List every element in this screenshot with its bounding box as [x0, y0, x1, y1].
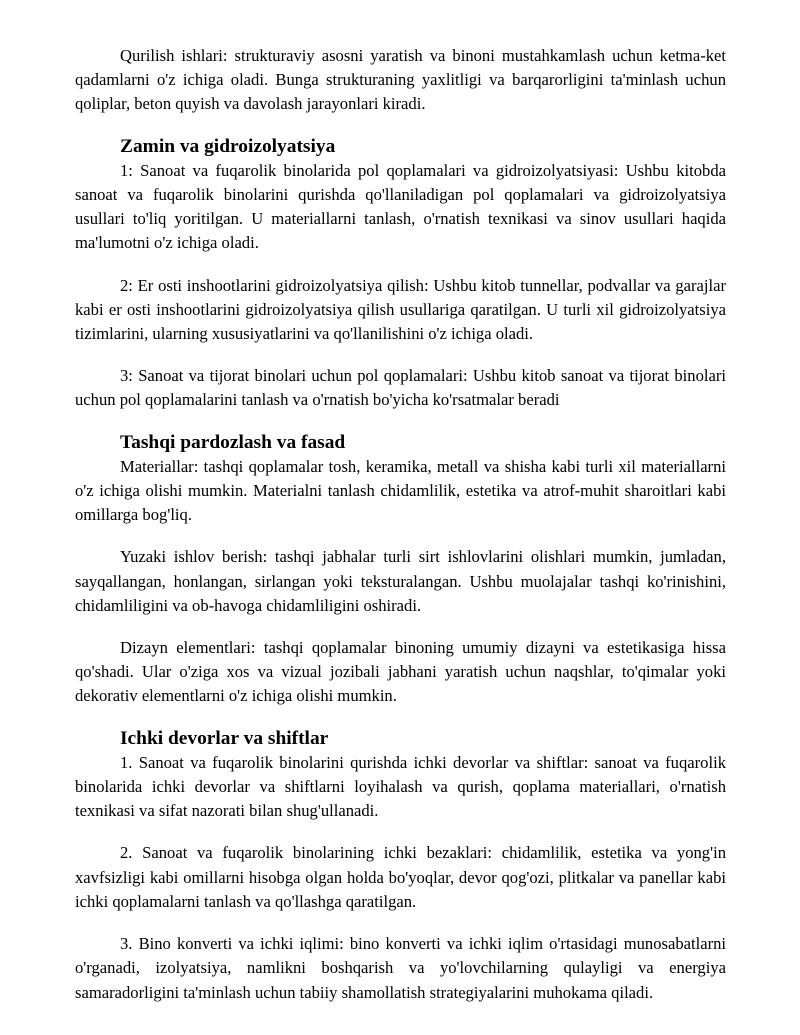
document-page: [75, 44, 726, 1005]
section-heading-interior-walls-ceilings: Ichki devorlar va shiftlar: [120, 727, 329, 749]
section-paragraph: 1. Sanoat va fuqarolik binolarini qurishda ichki devorlar va shiftlar: sanoat va fuqarolik binolarida ichki devorlar va shiftlarni loyihalash va qurish, qoplama materiallari, o'rnatish texnikasi va sifat nazorati bilan shug'ullanadi.: [75, 752, 726, 821]
section-paragraph: Materiallar: tashqi qoplamalar tosh, keramika, metall va shisha kabi turli xil materiallarni o'z ichiga olishi mumkin. Materialni tanlash chidamlilik, estetika va atrof-muhit sharoitlari kabi omillarga bog'liq.: [75, 456, 726, 525]
section-paragraph: Dizayn elementlari: tashqi qoplamalar binoning umumiy dizayni va estetikasiga hissa qo'shadi. Ular o'ziga xos va vizual jozibali jabhani yaratish uchun naqshlar, to'qimalar yoki dekorativ elementlarni o'z ichiga olishi mumkin.: [75, 638, 726, 706]
section-heading-floor-waterproofing: Zamin va gidroizolyatsiya: [120, 135, 336, 157]
section-heading-exterior-facade: Tashqi pardozlash va fasad: [120, 431, 346, 453]
section-paragraph: 3: Sanoat va tijorat binolari uchun pol qoplamalari: Ushbu kitob sanoat va tijorat binolari uchun pol qoplamalarini tanlash va o'rnatish bo'yicha ko'rsatmalar beradi: [75, 366, 726, 410]
section-paragraph: Yuzaki ishlov berish: tashqi jabhalar turli sirt ishlovlarini olishlari mumkin, jumladan, sayqallangan, honlangan, sirlangan yoki teksturalangan. Ushbu muolajalar tashqi ko'rinishini, chidamliligini va ob-havoga chidamliligini oshiradi.: [75, 547, 726, 615]
section-paragraph: 3. Bino konverti va ichki iqlimi: bino konverti va ichki iqlim o'rtasidagi munosabatlarni o'rganadi, izolyatsiya, namlikni boshqarish va yo'lovchilarning qulayligi va energiya samaradorligini ta'minlash uchun tabiiy shamollatish strategiyalarini muhokama qiladi.: [75, 934, 726, 1002]
section-paragraph: 1: Sanoat va fuqarolik binolarida pol qoplamalari va gidroizolyatsiyasi: Ushbu kitobda sanoat va fuqarolik binolarini qurishda qo'llaniladigan pol qoplamalari va gidroizolyatsiya usullari to'liq yoritilgan. U materiallarni tanlash, o'rnatish texnikasi va sinov usullari haqida ma'lumotni o'z ichiga oladi.: [75, 160, 726, 253]
intro-paragraph: Qurilish ishlari: strukturaviy asosni yaratish va binoni mustahkamlash uchun ketma-ket qadamlarni o'z ichiga oladi. Bunga strukturaning yaxlitligi va barqarorligini ta'minlash uchun qoliplar, beton quyish va davolash jarayonlari kiradi.: [75, 46, 726, 114]
section-paragraph: 2. Sanoat va fuqarolik binolarining ichki bezaklari: chidamlilik, estetika va yong'in xavfsizligi kabi omillarni hisobga olgan holda bo'yoqlar, devor qog'ozi, plitkalar va panellar kabi ichki qoplamalarni tanlash va qo'llashga qaratilgan.: [75, 843, 726, 911]
section-paragraph: 2: Er osti inshootlarini gidroizolyatsiya qilish: Ushbu kitob tunnellar, podvallar va garajlar kabi er osti inshootlarini gidroizolyatsiya qilish usullariga qaratilgan. U turli xil gidroizolyatsiya tizimlarini, ularning xususiyatlarini va qo'llanilishini o'z ichiga oladi.: [75, 275, 726, 344]
